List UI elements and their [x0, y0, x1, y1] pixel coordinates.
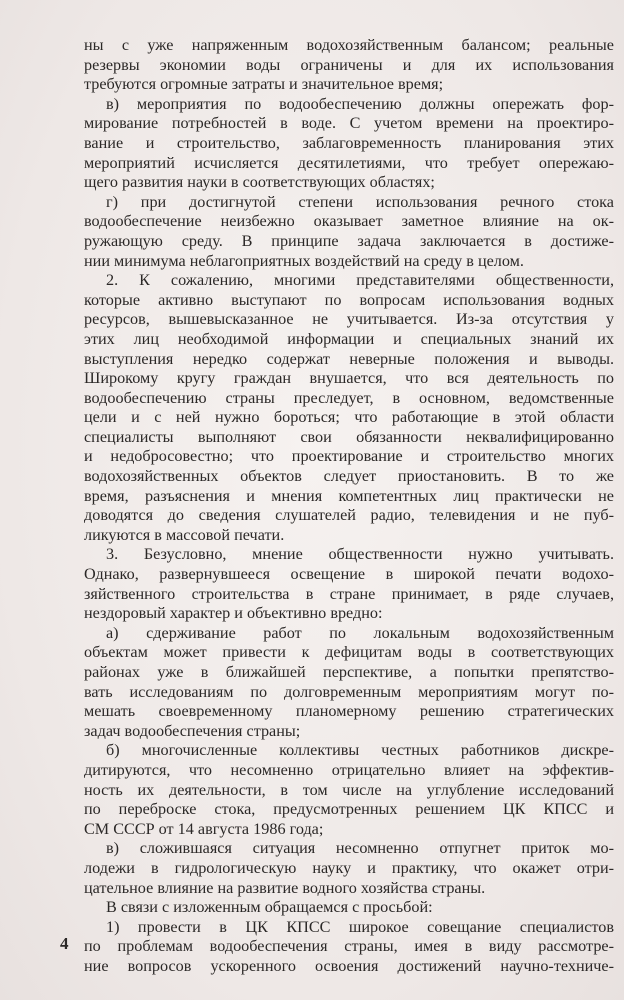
text-line: нии минимума неблагоприятных воздействий на среду в целом. — [84, 251, 524, 270]
text-line: выступления нередко содержат неверные положения и выводы. — [84, 349, 614, 368]
text-line: дитируются, что несомненно отрицательно влияет на эффектив- — [84, 760, 614, 779]
text-line: нездоровый характер и объективно вредно: — [84, 604, 383, 623]
text-line: Широкому кругу граждан внушается, что вся деятельность по — [84, 369, 614, 388]
text-line: цательное влияние на развитие водного хозяйства страны. — [84, 878, 486, 897]
text-line: щего развития науки в соответствующих областях; — [84, 173, 435, 192]
text-line: в) мероприятия по водообеспечению должны опережать фор- — [106, 94, 614, 113]
text-line: объектам может привести к дефицитам воды в соответствующих — [84, 643, 614, 662]
text-line: лодежи в гидрологическую науку и практику, что окажет отри- — [84, 858, 614, 877]
body-text — [84, 36, 614, 977]
text-line: 3. Безусловно, мнение общественности нужно учитывать. — [106, 545, 614, 564]
text-line: Однако, развернувшееся освещение в широкой печати водохо- — [84, 565, 614, 584]
text-line: ликуются в массовой печати. — [84, 525, 285, 544]
text-line: г) при достигнутой степени использования речного стока — [106, 192, 614, 211]
text-line: ны с уже напряженным водохозяйственным балансом; реальные — [84, 36, 614, 54]
text-line: по проблемам водообеспечения страны, имея в виду рассмотре- — [84, 937, 614, 956]
text-line: вание и строительство, заблаговременность планирования этих — [84, 133, 614, 152]
text-line: доводятся до сведения слушателей радио, телевидения и не пуб- — [84, 506, 614, 525]
text-line: специалисты выполняют свои обязанности неквалифицированно — [84, 427, 614, 446]
text-line: мероприятий исчисляется десятилетиями, что требует опережаю- — [84, 153, 614, 172]
text-line: ние вопросов ускоренного освоения достижений научно-техниче- — [84, 956, 614, 975]
text-line: задач водообеспечения страны; — [84, 721, 301, 740]
text-line: цели и с ней нужно бороться; что работающие в этой области — [84, 408, 614, 427]
text-line: СМ СССР от 14 августа 1986 года; — [84, 819, 324, 838]
text-line: и недобросовестно; что проектирование и строительство многих — [84, 447, 614, 466]
text-line: зяйственного строительства в стране принимает, в ряде случаев, — [84, 584, 614, 603]
text-line: 2. К сожалению, многими представителями общественности, — [106, 271, 614, 290]
text-line: по переброске стока, предусмотренных решением ЦК КПСС и — [84, 800, 614, 819]
text-line: которые активно выступают по вопросам использования водных — [84, 290, 614, 309]
text-line: мирование потребностей в воде. С учетом времени на проектиро- — [84, 114, 614, 133]
text-line: В связи с изложенным обращаемся с просьбой: — [106, 898, 433, 917]
text-line: резервы экономии воды ограничены и для их использования — [84, 55, 614, 74]
text-line: ружающую среду. В принципе задача заключается в достиже- — [84, 231, 614, 250]
text-line: б) многочисленные коллективы честных работников дискре- — [106, 741, 614, 760]
text-line: водообеспечению страны преследует, в основном, ведомственные — [84, 388, 614, 407]
page-number: 4 — [60, 934, 69, 953]
text-line: время, разъяснения и мнения компетентных лиц практически не — [84, 486, 614, 505]
text-line: мешать своевременному планомерному решению стратегических — [84, 702, 614, 721]
text-line: водообеспечение неизбежно оказывает заметное влияние на ок- — [84, 212, 614, 231]
text-line: водохозяйственных объектов следует приостановить. В то же — [84, 467, 614, 486]
text-line: вать исследованиям по долговременным мероприятиям могут по- — [84, 682, 614, 701]
text-line: районах уже в ближайшей перспективе, а попытки препятство- — [84, 663, 614, 681]
text-line: в) сложившаяся ситуация несомненно отпугнет приток мо- — [106, 839, 614, 858]
text-line: этих лиц необходимой информации и специальных знаний их — [84, 329, 614, 348]
text-line: ресурсов, вышевысказанное не учитывается. Из-за отсутствия у — [84, 310, 614, 329]
text-line: а) сдерживание работ по локальным водохозяйственным — [106, 623, 614, 642]
text-line: ность их деятельности, в том числе на углубление исследований — [84, 780, 614, 799]
text-line: 1) провести в ЦК КПСС широкое совещание специалистов — [106, 917, 614, 936]
text-line: требуются огромные затраты и значительное время; — [84, 75, 444, 94]
